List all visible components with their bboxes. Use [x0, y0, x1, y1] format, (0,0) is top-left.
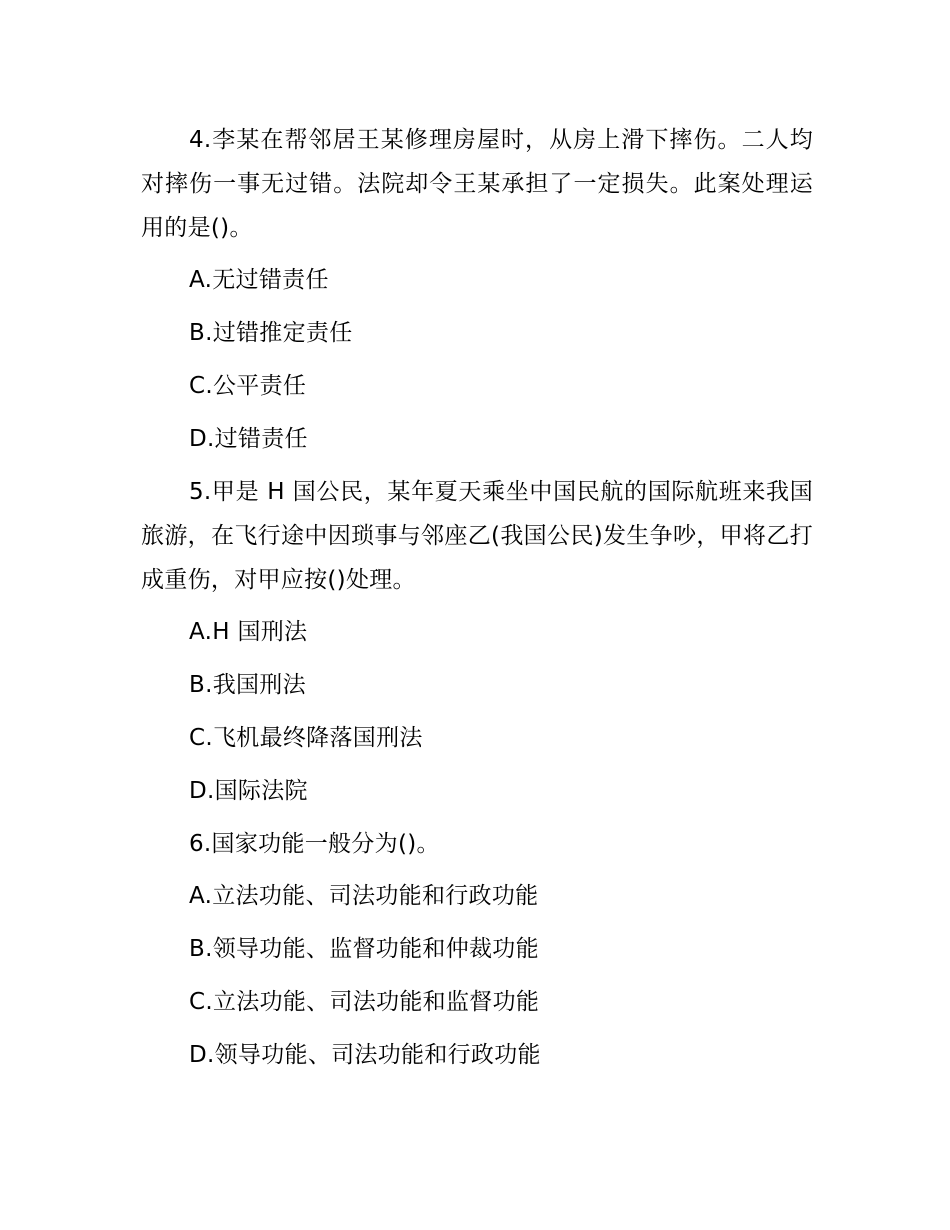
option-a: A.H 国刑法 — [189, 619, 308, 645]
question-block-6 — [141, 822, 813, 1077]
question-stem: 4.李某在帮邻居王某修理房屋时，从房上滑下摔伤。二人均对摔伤一事无过错。法院却令王某承担了一定损失。此案处理运用的是()。 — [141, 127, 813, 241]
option-a: A.无过错责任 — [189, 267, 329, 293]
option-b: B.过错推定责任 — [189, 320, 353, 346]
question-stem: 5.甲是 H 国公民，某年夏天乘坐中国民航的国际航班来我国旅游，在飞行途中因琐事与邻座乙(我国公民)发生争吵，甲将乙打成重伤，对甲应按()处理。 — [141, 479, 813, 593]
option-d: D.领导功能、司法功能和行政功能 — [189, 1042, 541, 1068]
option-b: B.领导功能、监督功能和仲裁功能 — [189, 936, 539, 962]
question-stem: 6.国家功能一般分为()。 — [189, 831, 440, 857]
option-d: D.国际法院 — [189, 778, 308, 804]
option-c: C.飞机最终降落国刑法 — [189, 725, 423, 751]
question-block-5 — [141, 470, 813, 813]
option-c: C.公平责任 — [189, 373, 307, 399]
option-b: B.我国刑法 — [189, 672, 306, 698]
option-d: D.过错责任 — [189, 426, 308, 452]
option-a: A.立法功能、司法功能和行政功能 — [189, 883, 539, 909]
document-content — [141, 118, 813, 1086]
question-block-4 — [141, 118, 813, 461]
option-c: C.立法功能、司法功能和监督功能 — [189, 989, 540, 1015]
